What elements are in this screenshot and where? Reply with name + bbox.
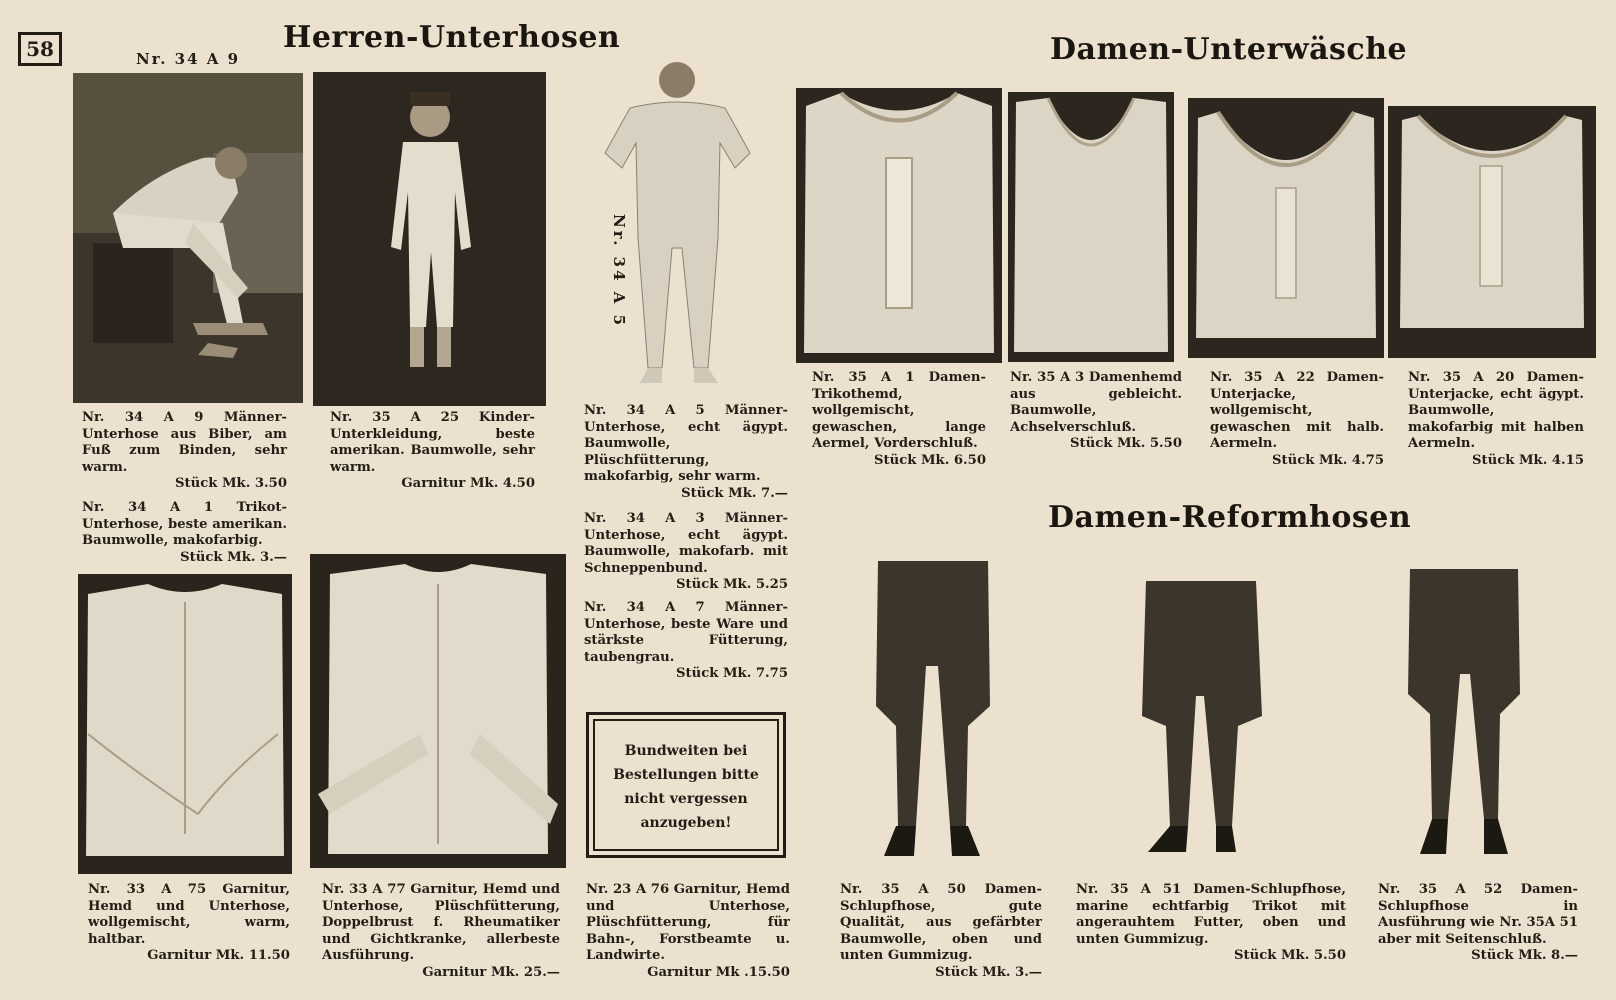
caption-35a52-text: Nr. 35 A 52 Damen-Schlupfhose in Ausführung wie Nr. 35A 51 aber mit Seitenschluß. <box>1378 882 1578 947</box>
notice-line-3: nicht vergessen <box>624 791 748 807</box>
photo-33a75 <box>78 574 292 874</box>
caption-35a1-text: Nr. 35 A 1 Damen-Trikothemd, wollgemischt, gewaschen, lange Aermel, Vorderschluß. <box>812 370 986 451</box>
caption-35a25-text: Nr. 35 A 25 Kinder-Unterkleidung, beste amerikan. Baumwolle, sehr warm. <box>330 410 535 475</box>
caption-34a3-text: Nr. 34 A 3 Männer-Unterhose, echt ägypt. Baumwolle, makofarb. mit Schneppenbund. <box>584 511 788 576</box>
caption-35a22 <box>1210 370 1384 469</box>
photo-34a9 <box>73 73 303 403</box>
caption-34a9-price: Stück Mk. 3.50 <box>175 476 287 491</box>
caption-35a52-price: Stück Mk. 8.— <box>1471 948 1578 963</box>
caption-35a50-price: Stück Mk. 3.— <box>935 964 1042 980</box>
caption-35a3-price: Stück Mk. 5.50 <box>1070 436 1182 451</box>
caption-35a20 <box>1408 370 1584 469</box>
caption-34a9-text: Nr. 34 A 9 Männer-Unterhose aus Biber, am Fuß zum Binden, sehr warm. <box>82 410 287 475</box>
caption-35a51-price: Stück Mk. 5.50 <box>1234 948 1346 963</box>
notice-line-2: Bestellungen bitte <box>613 767 759 783</box>
caption-35a3-text: Nr. 35 A 3 Damenhemd aus gebleicht. Baumwolle, Achselverschluß. <box>1010 370 1182 435</box>
caption-35a25-price: Garnitur Mk. 4.50 <box>401 476 535 491</box>
caption-35a50 <box>840 882 1042 981</box>
caption-34a7-price: Stück Mk. 7.75 <box>676 666 788 681</box>
photo-35a25 <box>313 72 546 406</box>
caption-23a76-text: Nr. 23 A 76 Garnitur, Hemd und Unterhose, Plüschfütterung, für Bahn-, Forstbeamte u. Landwirte. <box>586 882 790 963</box>
notice-box <box>586 712 786 858</box>
caption-35a51-text: Nr. 35 A 51 Damen-Schlupfhose, marine echtfarbig Trikot mit angerauhtem Futter, oben und unten Gummizug. <box>1076 882 1346 947</box>
heading-damen-reformhosen: Damen-Reformhosen <box>1048 500 1412 535</box>
caption-33a75-text: Nr. 33 A 75 Garnitur, Hemd und Unterhose, wollgemischt, warm, haltbar. <box>88 882 290 947</box>
caption-34a5 <box>584 403 788 502</box>
caption-34a1 <box>82 500 287 566</box>
caption-35a22-price: Stück Mk. 4.75 <box>1272 452 1384 468</box>
heading-herren-unterhosen: Herren-Unterhosen <box>283 20 621 55</box>
photo-35a51 <box>1138 576 1266 866</box>
photo-35a22 <box>1188 98 1384 358</box>
caption-35a1-price: Stück Mk. 6.50 <box>874 452 986 468</box>
caption-34a9 <box>82 410 287 493</box>
item-label-34a9: Nr. 34 A 9 <box>136 50 241 68</box>
caption-23a76-price: Garnitur Mk .15.50 <box>647 964 790 980</box>
caption-34a3-price: Stück Mk. 5.25 <box>676 577 788 592</box>
caption-33a75-price: Garnitur Mk. 11.50 <box>147 948 290 963</box>
caption-34a5-text: Nr. 34 A 5 Männer-Unterhose, echt ägypt. Baumwolle, Plüschfütterung, makofarbig, sehr warm. <box>584 403 788 484</box>
caption-35a20-price: Stück Mk. 4.15 <box>1472 452 1584 468</box>
photo-35a20 <box>1388 106 1596 358</box>
caption-34a7-text: Nr. 34 A 7 Männer-Unterhose, beste Ware und stärkste Fütterung, taubengrau. <box>584 600 788 665</box>
caption-35a1 <box>812 370 986 469</box>
caption-35a52 <box>1378 882 1578 965</box>
caption-35a50-text: Nr. 35 A 50 Damen-Schlupfhose, gute Qualität, aus gefärbter Baumwolle, oben und unten Gummizug. <box>840 882 1042 963</box>
caption-35a20-text: Nr. 35 A 20 Damen-Unterjacke, echt ägypt. Baumwolle, makofarbig mit halben Aermeln. <box>1408 370 1584 451</box>
vertical-label-34a5: Nr. 34 A 5 <box>610 214 628 329</box>
caption-35a51 <box>1076 882 1346 965</box>
caption-35a25 <box>330 410 535 493</box>
photo-35a3 <box>1008 92 1174 362</box>
caption-34a1-text: Nr. 34 A 1 Trikot-Unterhose, beste amerikan. Baumwolle, makofarbig. <box>82 500 287 548</box>
photo-35a50 <box>868 556 998 866</box>
notice-line-1: Bundweiten bei <box>624 743 748 759</box>
caption-33a75 <box>88 882 290 965</box>
caption-33a77-text: Nr. 33 A 77 Garnitur, Hemd und Unterhose, Plüschfütterung, Doppelbrust f. Rheumatiker und Gichtkranke, allerbeste Ausführung. <box>322 882 560 963</box>
caption-33a77-price: Garnitur Mk. 25.— <box>422 964 560 980</box>
caption-35a22-text: Nr. 35 A 22 Damen-Unterjacke, wollgemischt, gewaschen mit halb. Aermeln. <box>1210 370 1384 451</box>
notice-line-4: anzugeben! <box>640 815 732 831</box>
photo-33a77 <box>310 554 566 868</box>
caption-34a1-price: Stück Mk. 3.— <box>180 549 287 565</box>
heading-damen-unterwaesche: Damen-Unterwäsche <box>1050 32 1408 67</box>
page-number: 58 <box>18 32 62 66</box>
caption-23a76 <box>586 882 790 981</box>
caption-34a3 <box>584 511 788 594</box>
caption-33a77 <box>322 882 560 981</box>
caption-34a7 <box>584 600 788 683</box>
photo-35a1 <box>796 88 1002 363</box>
caption-35a3 <box>1010 370 1182 453</box>
caption-34a5-price: Stück Mk. 7.— <box>681 485 788 501</box>
photo-35a52 <box>1404 564 1524 870</box>
